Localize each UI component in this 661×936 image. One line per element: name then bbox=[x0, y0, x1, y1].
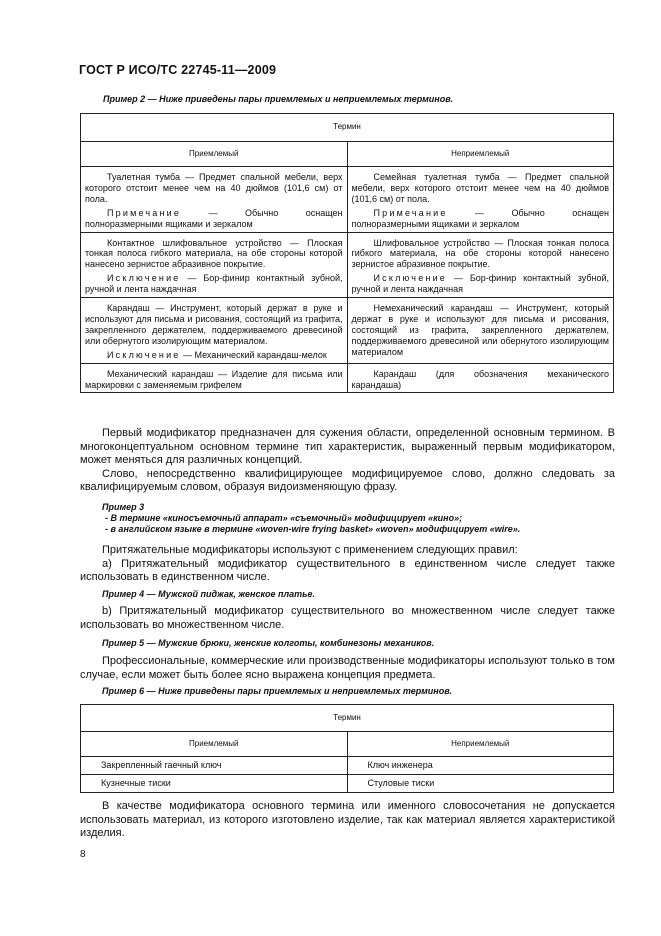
table-row bbox=[81, 167, 614, 233]
example-3-line: - В термине «киносъемочный аппарат» «съемочный» модифицирует «кино»; bbox=[105, 513, 463, 523]
table-row bbox=[81, 775, 614, 793]
table-title: Термин bbox=[81, 114, 614, 142]
example-6-label: Пример 6 — Ниже приведены пары приемлемых и неприемлемых терминов. bbox=[102, 686, 453, 696]
example-5 bbox=[80, 638, 615, 649]
table-cell: Закрепленный гаечный ключ bbox=[81, 757, 348, 775]
term-note: Исключение — Бор-финир контактный зубной, ручной и лента наждачная bbox=[85, 273, 343, 295]
table-cell: Ключ инженера bbox=[347, 757, 614, 775]
term-note: Примечание — Обычно оснащен полноразмерными ящиками и зеркалом bbox=[85, 207, 343, 229]
term-definition: Семейная туалетная тумба — Предмет спальной мебели, верх которого отстоит менее чем на 40 дюймов (101,6 см) от пола. bbox=[351, 172, 609, 204]
term-definition: Немеханический карандаш — Инструмент, который держат в руке и используют для письма и рисования, состоящий из графита, закрепленного держателем, поддерживаемого древесиной или обернутого изолирующим материалом bbox=[351, 303, 609, 357]
body-text-4 bbox=[80, 655, 615, 682]
table-title: Термин bbox=[81, 705, 614, 732]
table-cell: Стуловые тиски bbox=[347, 775, 614, 793]
body-text-5 bbox=[80, 800, 615, 841]
term-definition: Карандаш — Инструмент, который держат в руке и используют для письма и рисования, состоящий из графита, закрепленного держателем, поддерживаемого древесиной или обернутого изолирующим материалом. bbox=[85, 303, 343, 346]
example-2-label: Пример 2 — Ниже приведены пары приемлемых и неприемлемых терминов. bbox=[103, 94, 454, 104]
example-3-line: - в английском языке в термине «woven-wire frying basket» «woven» модифицирует «wire». bbox=[105, 524, 521, 534]
body-text-1 bbox=[80, 427, 615, 495]
term-definition: Туалетная тумба — Предмет спальной мебели, верх которого отстоит менее чем на 40 дюймов (101,6 см) от пола. bbox=[85, 172, 343, 204]
paragraph: b) Притяжательный модификатор существительного во множественном числе следует также использовать во множественном числе. bbox=[80, 605, 615, 631]
paragraph: В качестве модификатора основного термина или именного словосочетания не допускается использовать материал, из которого изготовлено изделие, так как материал является характеристикой изделия. bbox=[80, 800, 615, 840]
example-4 bbox=[80, 589, 615, 600]
table-row bbox=[81, 757, 614, 775]
column-header-unacceptable: Неприемлемый bbox=[347, 142, 614, 167]
table-cell: Кузнечные тиски bbox=[81, 775, 348, 793]
column-header-unacceptable: Неприемлемый bbox=[347, 732, 614, 757]
example-4-text: Пример 4 — Мужской пиджак, женское платье. bbox=[102, 589, 316, 599]
example-2-table bbox=[80, 113, 614, 393]
term-definition: Контактное шлифовальное устройство — Плоская тонкая полоса гибкого материала, на обе стороны которой нанесено зернистое абразивное покрытие. bbox=[85, 237, 343, 270]
table-row bbox=[81, 232, 614, 298]
paragraph: a) Притяжательный модификатор существительного в единственном числе следует также использовать в единственном числе. bbox=[80, 557, 615, 584]
term-note: Исключение — Механический карандаш-мелок bbox=[107, 349, 327, 360]
term-note: Исключение — Бор-финир контактный зубной, ручной и лента наждачная bbox=[351, 273, 609, 295]
body-text-3 bbox=[80, 605, 615, 632]
term-definition: Шлифовальное устройство — Плоская тонкая полоса гибкого материала, на обе стороны которой нанесено зернистое абразивное покрытие. bbox=[351, 237, 609, 270]
paragraph: Первый модификатор предназначен для сужения области, определенной основным термином. В многоконцептуальном основном термине тип характеристик, выраженный первым модификатором, может меняться для различных концепций. bbox=[80, 427, 615, 467]
example-3 bbox=[80, 502, 615, 535]
example-6 bbox=[80, 686, 615, 697]
body-text-2 bbox=[80, 544, 615, 585]
page-number: 8 bbox=[80, 849, 86, 860]
column-header-acceptable: Приемлемый bbox=[81, 142, 348, 167]
paragraph: Притяжательные модификаторы используют с применением следующих правил: bbox=[102, 544, 518, 556]
table-row bbox=[81, 363, 614, 393]
paragraph: Профессиональные, коммерческие или производственные модификаторы используют только в том случае, если может быть более ясно выражена концепция предмета. bbox=[80, 655, 615, 681]
document-header: ГОСТ Р ИСО/ТС 22745-11—2009 bbox=[79, 63, 277, 77]
example-6-table bbox=[80, 704, 614, 793]
term-definition: Механический карандаш — Изделие для письма или маркировки с заменяемым грифелем bbox=[85, 368, 343, 390]
table-row bbox=[81, 298, 614, 364]
column-header-acceptable: Приемлемый bbox=[81, 732, 348, 757]
term-definition: Карандаш (для обозначения механического карандаша) bbox=[351, 368, 609, 390]
term-note: Примечание — Обычно оснащен полноразмерными ящиками и зеркалом bbox=[351, 207, 609, 229]
example-5-text: Пример 5 — Мужские брюки, женские колготы, комбинезоны механиков. bbox=[102, 638, 435, 648]
example-3-title: Пример 3 bbox=[102, 502, 145, 512]
paragraph: Слово, непосредственно квалифицирующее модифицируемое слово, должно следовать за квалифицируемым словом, образуя видоизменяющую фразу. bbox=[80, 467, 615, 494]
